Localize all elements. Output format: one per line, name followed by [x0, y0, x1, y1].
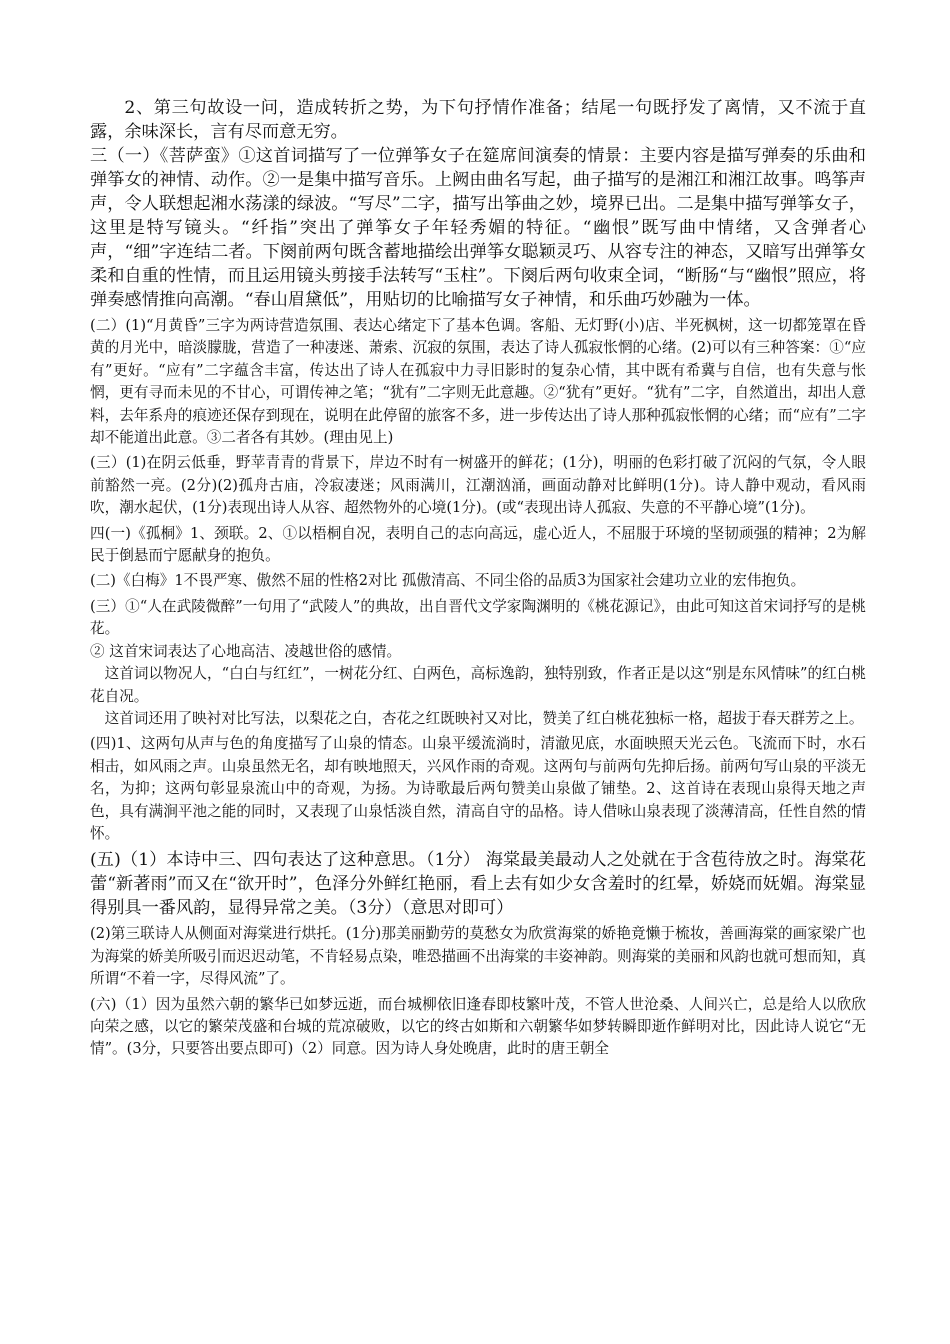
answer-para-baimei: (二)《白梅》1不畏严寒、傲然不屈的性格2对比 孤傲清高、不同尘俗的品质3为国家社会建功立业的宏伟抱负。: [90, 572, 806, 590]
answer-para-wuling: (三）①“人在武陵微醉”一句用了“武陵人”的典故，出自晋代文学家陶渊明的《桃花源记》，由此可知这首宋词抒写的是桃花。: [90, 597, 866, 638]
answer-para-taicheng: (六)（1）因为虽然六朝的繁华已如梦远逝，而台城柳依旧逢春即枝繁叶茂，不管人世沧桑、人间兴亡，总是给人以欣欣向荣之感，以它的繁荣茂盛和台城的荒凉破败，以它的终古如斯和六朝繁华如梦转瞬即逝作鲜明对比，因此诗人说它“无情”。(3分，只要答出要点即可)（2）同意。因为诗人身处晚唐，此时的唐王朝全: [90, 995, 866, 1058]
answer-para-taohua: 这首词以物况人，“白白与红红”，一树花分红、白两色，高标逸韵，独特别致，作者正是以这“别是东风情味”的红白桃花自况。: [90, 665, 866, 705]
answer-para-yinyun: (三）(1)在阴云低垂，野苹青青的背景下，岸边不时有一树盛开的鲜花；(1分)，明丽的色彩打破了沉闷的气氛，令人眼前豁然一亮。(2分)(2)孤舟古庙，冷寂凄迷；风雨满川，江潮汹涌，画面动静对比鲜明(1分)。诗人静中观动，看风雨吹，潮水起伏，(1分)表现出诗人从容、超然物外的心境(1分)。(或“表现出诗人孤寂、失意的不平静心境”(1分)。: [90, 454, 866, 517]
answer-para-hongtuo: (2)第三联诗人从侧面对海棠进行烘托。(1分)那美丽勤劳的莫愁女为欣赏海棠的娇艳竟懒于梳妆，善画海棠的画家梁广也为海棠的娇美所吸引而迟迟动笔，不肯轻易点染，唯恐描画不出海棠的丰姿神韵。则海棠的美丽和风韵也就可想而知，真所谓“不着一字，尽得风流”了。: [90, 925, 866, 988]
answer-para-yingchen: 这首词还用了映衬对比写法，以梨花之白，杏花之红既映衬又对比，赞美了红白桃花独标一格，超拔于春天群芳之上。: [104, 709, 864, 727]
answer-para-gutong: 四(一)《孤桐》1、颈联。2、①以梧桐自况，表明自己的志向高远，虚心近人，不屈服于环境的坚韧顽强的精神；2为解民于倒悬而宁愿献身的抱负。: [90, 524, 866, 565]
answer-para-haitang: (五)（1）本诗中三、四句表达了这种意思。（1分） 海棠最美最动人之处就在于含苞待放之时。海棠花蕾“新著雨”而又在“欲开时”，色泽分外鲜红艳丽，看上去有如少女含羞时的红晕，娇娆而妩媚。海棠显得别具一番风韵，显得异常之美。（3分）（意思对即可）: [90, 850, 866, 919]
answer-para-pusaman: 三（一）《菩萨蛮》①这首词描写了一位弹筝女子在筵席间演奏的情景：主要内容是描写弹奏的乐曲和弹筝女的神情、动作。②一是集中描写音乐。上阙由曲名写起，曲子描写的是湘江和湘江故事。鸣筝声声，令人联想起湘水荡漾的绿波。“写尽”二字，描写出筝曲之妙，境界已出。二是集中描写弹筝女子，这里是特写镜头。“纤指”突出了弹筝女子年轻秀媚的特征。“幽恨”既写曲中情绪，又含弹者心声，“细”字连结二者。下阕前两句既含蓄地描绘出弹筝女聪颖灵巧、从容专注的神态，又暗写出弹筝女柔和自重的性情，而且运用镜头剪接手法转写“玉柱”。下阕后两句收束全词，“断肠“与“幽恨”照应，将弹奏感情推向高潮。“春山眉黛低”，用贴切的比喻描写女子神情，和乐曲巧妙融为一体。: [90, 146, 866, 310]
answer-para-1: 2、第三句故设一问，造成转折之势，为下句抒情作准备；结尾一句既抒发了离情，又不流于直露，余味深长，言有尽而意无穷。: [90, 98, 866, 142]
answer-para-shanquan: (四)1、这两句从声与色的角度描写了山泉的情态。山泉平缓流淌时，清澈见底，水面映照天光云色。飞流而下时，水石相击，如风雨之声。山泉虽然无名，却有映地照天，兴风作雨的奇观。这两句与前两句先抑后扬。前两句写山泉的平淡无名，为抑；这两句彰显泉流山中的奇观，为扬。为诗歌最后两句赞美山泉做了铺垫。2、这首诗在表现山泉得天地之声色，具有满涧平池之能的同时，又表现了山泉恬淡自然，清高自守的品格。诗人借咏山泉表现了淡薄清高，任性自然的情怀。: [90, 735, 866, 842]
answer-document: [90, 96, 866, 1061]
answer-para-gaojie: ② 这首宋词表达了心地高洁、凌越世俗的感情。: [90, 642, 402, 660]
answer-para-yuehuanghun: (二）(1)“月黄昏”三字为两诗营造氛围、表达心绪定下了基本色调。客船、无灯野(小)店、半死枫树，这一切都笼罩在昏黄的月光中，暗淡朦胧，营造了一种凄迷、萧索、沉寂的氛围，表达了诗人孤寂怅惘的心绪。(2)可以有三种答案：①“应有”更好。“应有”二字蕴含丰富，传达出了诗人在孤寂中力寻旧影时的复杂心情，其中既有希冀与自信，也有失意与怅惘，更有寻而未见的不甘心，可谓传神之笔；“犹有”二字则无此意趣。②“犹有”更好。“犹有”二字，自然道出，却出人意料，去年系舟的痕迹还保存到现在，说明在此停留的旅客不多，进一步传达出了诗人那种孤寂怅惘的心绪；而“应有”二字却不能道出此意。③二者各有其妙。(理由见上): [90, 317, 866, 447]
